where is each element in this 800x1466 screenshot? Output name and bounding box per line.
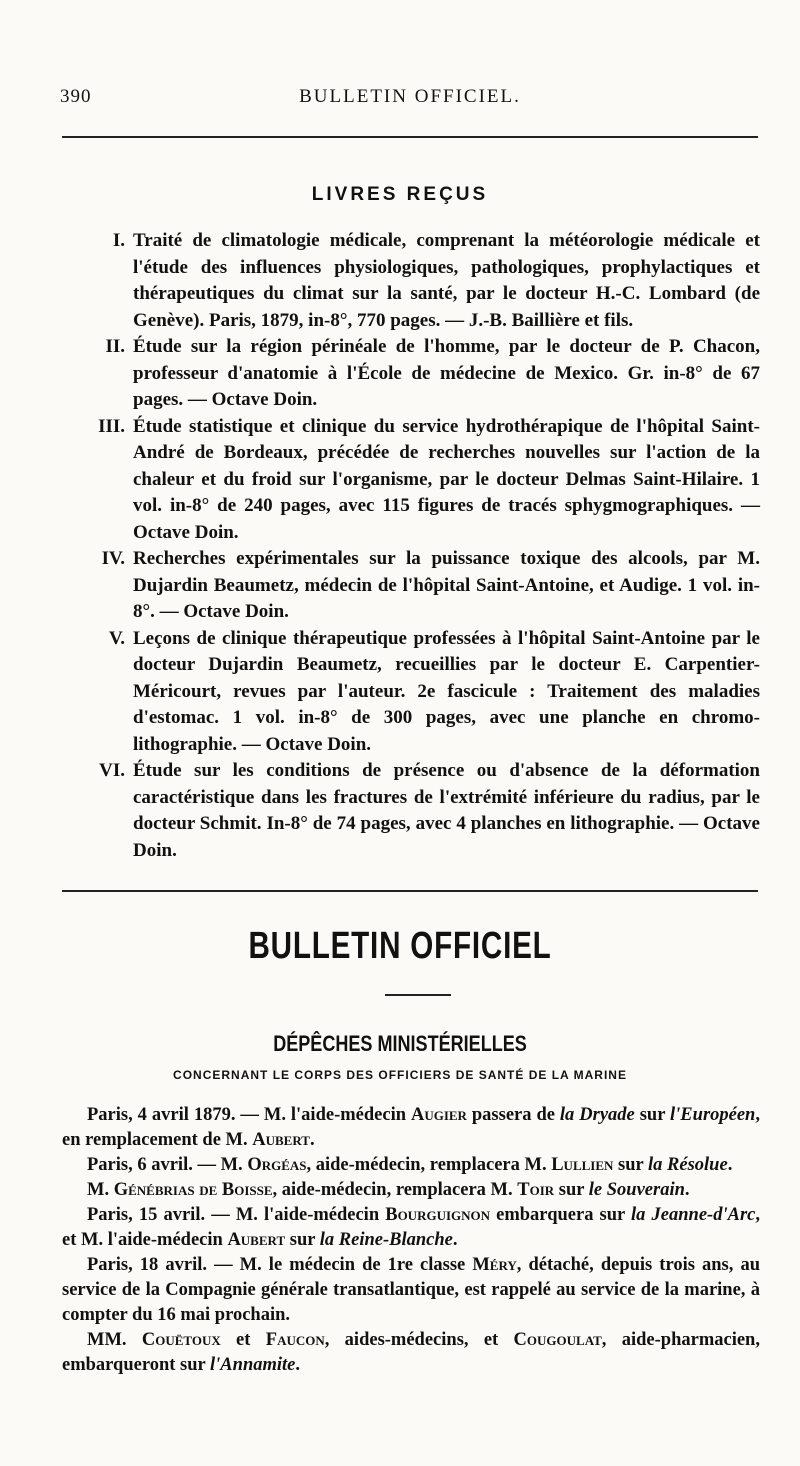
person-name: Orgéas [247,1155,307,1175]
ship-name: la Reine-Blanche [319,1230,453,1250]
book-number: V. [108,627,125,649]
page-number: 390 [60,86,92,107]
book-number: VI. [99,760,125,781]
dispatch-paragraph [62,1253,760,1328]
ship-name: l'Annamite [210,1355,296,1375]
person-name: Génébrias de Boisse [113,1180,273,1200]
person-name: Bourguignon [385,1205,491,1225]
text-run: MM. [87,1330,142,1350]
top-rule [62,136,758,138]
book-text: Étude sur la région périnéale de l'homme, par le docteur de P. Chacon, professeur d'anatomie à l'École de médecine de Mexico. Gr. in-8° de 67 pages. — Octave Doin. [133,336,760,410]
book-text: Leçons de clinique thérapeutique professées à l'hôpital Saint-Antoine par le docteur Dujardin Beaumetz, recueillies par le docteur E. Carpentier-Méricourt, revues par l'auteur. 2e fascicule : Traitement des maladies d'estomac. 1 vol. in-8° de 300 pages, avec une planche en chromo-lithographie. — Octave Doin. [133,627,760,755]
book-entry [75,758,760,864]
book-number: III. [98,415,125,437]
book-entry [75,626,760,759]
text-run: . [309,1130,315,1150]
text-run: Paris, 4 avril 1879. — M. l'aide-médecin [87,1105,411,1125]
text-run: . [684,1180,690,1200]
person-name: Augier [410,1105,467,1125]
text-run: embarquera sur [490,1205,632,1225]
bulletin-subtitle: DÉPÊCHES MINISTÉRIELLES [273,1031,527,1056]
text-run: , détaché, depuis trois ans, au service de la Compagnie générale transatlantique, est rappelé au service de la marine, à compter du 16 mai prochain. [62,1255,760,1325]
person-name: Toir [517,1180,555,1200]
text-run: sur [613,1155,649,1175]
book-list [75,228,760,864]
text-run: . [452,1230,458,1250]
bulletin-subsubtitle: CONCERNANT LE CORPS DES OFFICIERS DE SANTÉ DE LA MARINE [173,1068,627,1082]
dispatch-paragraph [62,1103,760,1153]
bulletin-title: BULLETIN OFFICIEL [248,925,552,967]
dispatch-paragraph [62,1328,760,1378]
text-run: . [295,1355,300,1375]
running-head [60,86,760,116]
book-number: IV. [101,548,125,569]
person-name: Lullien [551,1155,614,1175]
short-divider [385,994,451,996]
section-rule [62,890,758,892]
text-run: , et M. l'aide-médecin [62,1205,760,1250]
book-entry [75,228,760,334]
person-name: Faucon [265,1330,325,1350]
book-number: I. [112,230,125,251]
text-run: Paris, 18 avril. — M. le médecin de 1re classe [87,1255,473,1275]
person-name: Cougoulat [513,1330,602,1350]
text-run: sur [634,1105,671,1125]
text-run: , aide-médecin, remplacera M. [272,1180,518,1200]
dispatch-paragraph [62,1203,760,1253]
person-name: Couëtoux [141,1330,221,1350]
text-run: M. [87,1180,114,1200]
person-name: Méry [472,1255,517,1275]
dispatch-paragraph [62,1178,760,1203]
book-text: Étude sur les conditions de présence ou d'absence de la déformation caractéristique dans les fractures de l'extrémité inférieure du radius, par le docteur Schmit. In-8° de 74 pages, avec 4 planches en lithographie. — Octave Doin. [133,760,760,861]
ship-name: le Souverain [588,1180,685,1200]
text-run: et [220,1330,266,1350]
book-number: II. [105,336,125,357]
ship-name: la Dryade [559,1105,635,1125]
ship-name: la Jeanne-d'Arc [631,1205,756,1225]
book-text: Recherches expérimentales sur la puissance toxique des alcools, par M. Dujardin Beaumetz, médecin de l'hôpital Saint-Antoine, et Audige. 1 vol. in-8°. — Octave Doin. [133,548,760,622]
text-run: , aides-médecins, et [324,1330,514,1350]
ship-name: la Résolue [648,1155,728,1175]
person-name: Aubert [252,1130,310,1150]
text-run: passera de [466,1105,560,1125]
text-run: , en remplacement de M. [62,1105,760,1150]
running-title: BULLETIN OFFICIEL. [299,86,521,107]
text-run: , aide-médecin, remplacera M. [306,1155,552,1175]
dispatch-list [62,1103,760,1378]
text-run: sur [285,1230,320,1250]
text-run: , aide-pharmacien, embarqueront sur [62,1330,760,1375]
ship-name: l'Européen [670,1105,756,1125]
book-text: Traité de climatologie médicale, comprenant la météorologie médicale et l'étude des influences physiologiques, pathologiques, prophylactiques et thérapeutiques du climat sur la santé, par le docteur H.-C. Lombard (de Genève). Paris, 1879, in-8°, 770 pages. — J.-B. Baillière et fils. [133,230,760,331]
book-entry [75,546,760,626]
book-entry [75,334,760,414]
text-run: Paris, 15 avril. — M. l'aide-médecin [87,1205,386,1225]
book-text: Étude statistique et clinique du service hydrothérapique de l'hôpital Saint-André de Bordeaux, précédée de recherches nouvelles sur l'action de la chaleur et du froid sur l'organisme, par le docteur Delmas Saint-Hilaire. 1 vol. in-8° de 240 pages, avec 115 figures de tracés sphygmographiques. — Octave Doin. [133,415,760,543]
dispatch-paragraph [62,1153,760,1178]
text-run: sur [554,1180,589,1200]
text-run: Paris, 6 avril. — M. [87,1155,248,1175]
book-entry [75,414,760,547]
person-name: Aubert [227,1230,286,1250]
text-run: . [727,1155,733,1175]
livres-title: LIVRES REÇUS [311,184,489,205]
